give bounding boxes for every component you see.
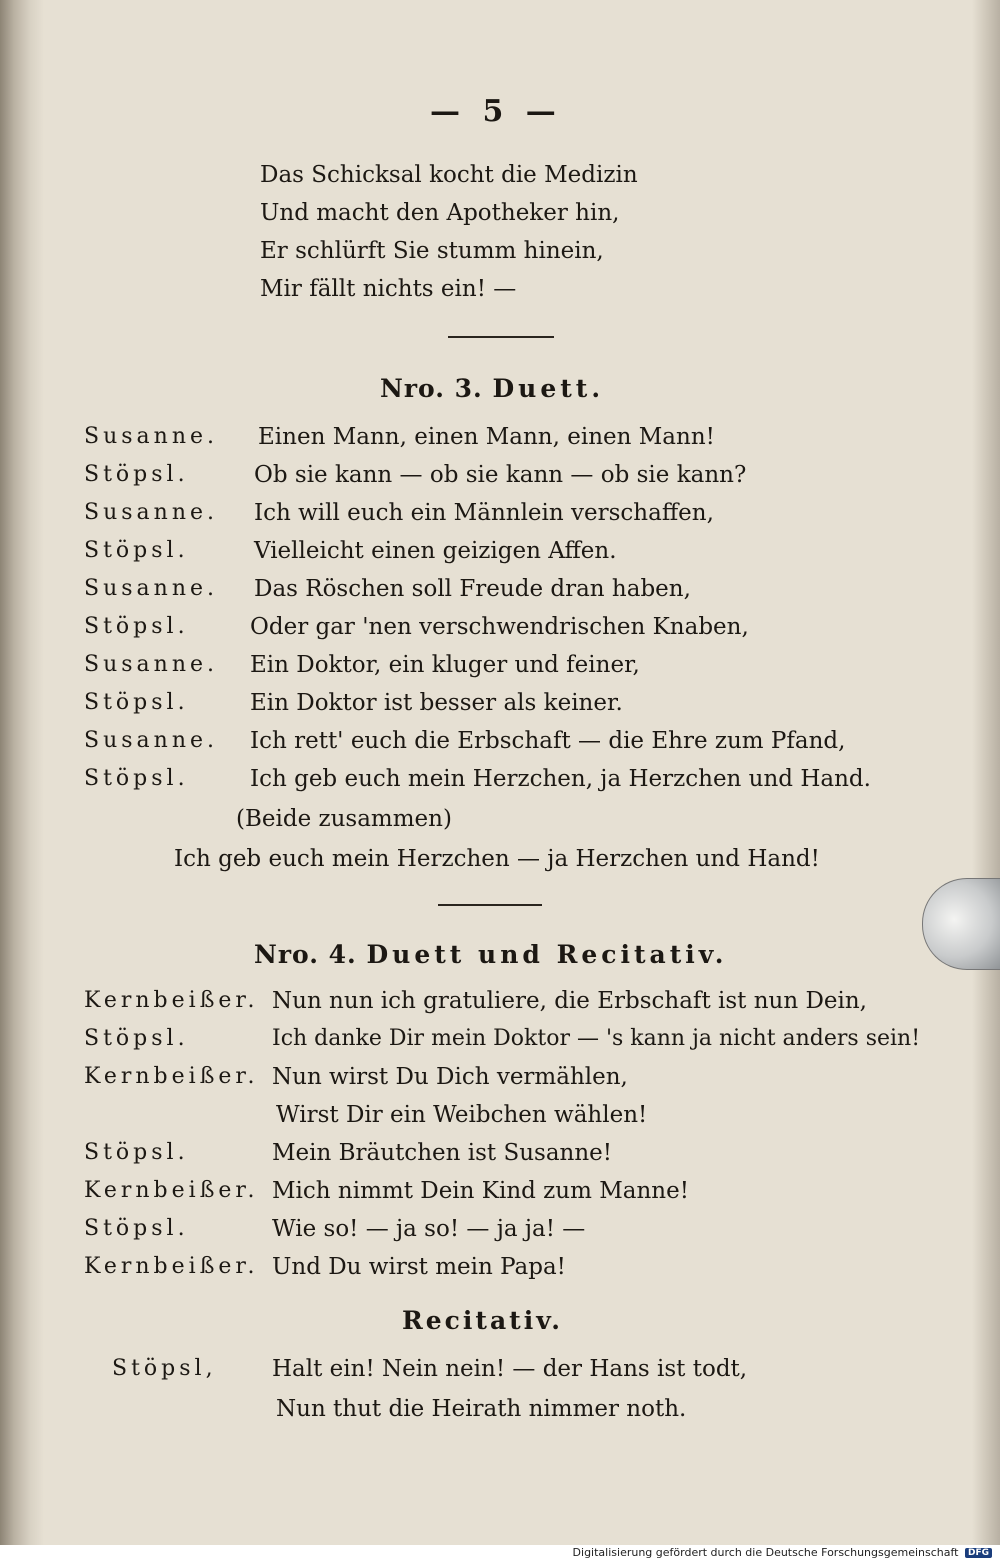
verse-line: Und macht den Apotheker hin,	[260, 200, 620, 226]
dialogue-line: Ein Doktor ist besser als keiner.	[250, 690, 623, 716]
dialogue-line: Ich rett' euch die Erbschaft — die Ehre zum Pfand,	[250, 728, 846, 754]
subsection-heading-recitativ: Recitativ.	[402, 1306, 563, 1335]
dialogue-line: Nun wirst Du Dich vermählen,	[272, 1064, 628, 1090]
speaker-name: Susanne.	[84, 576, 218, 601]
dialogue-line: Und Du wirst mein Papa!	[272, 1254, 566, 1280]
dialogue-line: Oder gar 'nen verschwendrischen Knaben,	[250, 614, 749, 640]
speaker-name: Stöpsl.	[84, 462, 189, 487]
section-number: Nro. 3.	[380, 374, 483, 403]
speaker-name: Stöpsl,	[112, 1356, 217, 1381]
stage-direction: (Beide zusammen)	[236, 806, 452, 832]
speaker-name: Stöpsl.	[84, 1216, 189, 1241]
dialogue-line: Nun thut die Heirath nimmer noth.	[276, 1396, 687, 1422]
speaker-name: Susanne.	[84, 500, 218, 525]
dialogue-line-together: Ich geb euch mein Herzchen — ja Herzchen und Hand!	[174, 846, 820, 872]
speaker-name: Stöpsl.	[84, 538, 189, 563]
book-gutter-shadow	[0, 0, 44, 1545]
dialogue-line: Mich nimmt Dein Kind zum Manne!	[272, 1178, 689, 1204]
section-title: Duett.	[492, 374, 605, 403]
dialogue-line: Einen Mann, einen Mann, einen Mann!	[258, 424, 715, 450]
section-divider	[448, 336, 554, 338]
digitization-credit	[573, 1546, 992, 1559]
section-divider	[438, 904, 542, 906]
speaker-name: Susanne.	[84, 728, 218, 753]
section-heading-duett-4	[254, 940, 728, 969]
page-number: — 5 —	[430, 94, 562, 129]
dialogue-line: Mein Bräutchen ist Susanne!	[272, 1140, 613, 1166]
speaker-name: Kernbeißer.	[84, 1178, 259, 1203]
section-title: Duett und Recitativ.	[366, 940, 728, 969]
dfg-logo: DFG	[965, 1548, 992, 1558]
dialogue-line: Ein Doktor, ein kluger und feiner,	[250, 652, 640, 678]
speaker-name: Stöpsl.	[84, 690, 189, 715]
speaker-name: Stöpsl.	[84, 766, 189, 791]
dialogue-line: Vielleicht einen geizigen Affen.	[254, 538, 617, 564]
section-number: Nro. 4.	[254, 940, 357, 969]
speaker-name: Kernbeißer.	[84, 1064, 259, 1089]
dialogue-line: Halt ein! Nein nein! — der Hans ist todt,	[272, 1356, 748, 1382]
page-turn-tab[interactable]	[922, 878, 1000, 970]
dialogue-line: Wie so! — ja so! — ja ja! —	[272, 1216, 586, 1242]
speaker-name: Stöpsl.	[84, 1026, 189, 1051]
speaker-name: Kernbeißer.	[84, 988, 259, 1013]
speaker-name: Stöpsl.	[84, 614, 189, 639]
dialogue-line: Ich geb euch mein Herzchen, ja Herzchen und Hand.	[250, 766, 871, 792]
credit-text: Digitalisierung gefördert durch die Deutsche Forschungsgemeinschaft	[572, 1546, 959, 1559]
dialogue-line: Ich danke Dir mein Doktor — 's kann ja nicht anders sein!	[272, 1026, 921, 1051]
verse-line: Mir fällt nichts ein! —	[260, 276, 517, 302]
dialogue-line: Ob sie kann — ob sie kann — ob sie kann?	[254, 462, 747, 488]
speaker-name: Susanne.	[84, 652, 218, 677]
speaker-name: Kernbeißer.	[84, 1254, 259, 1279]
dialogue-line: Das Röschen soll Freude dran haben,	[254, 576, 691, 602]
speaker-name: Stöpsl.	[84, 1140, 189, 1165]
verse-line: Das Schicksal kocht die Medizin	[260, 162, 638, 188]
verse-line: Er schlürft Sie stumm hinein,	[260, 238, 604, 264]
dialogue-line: Nun nun ich gratuliere, die Erbschaft ist nun Dein,	[272, 988, 867, 1014]
dialogue-line: Ich will euch ein Männlein verschaffen,	[254, 500, 714, 526]
speaker-name: Susanne.	[84, 424, 218, 449]
dialogue-line: Wirst Dir ein Weibchen wählen!	[276, 1102, 648, 1128]
section-heading-duett-3	[380, 374, 604, 403]
page-edge-shadow	[972, 0, 1000, 1545]
